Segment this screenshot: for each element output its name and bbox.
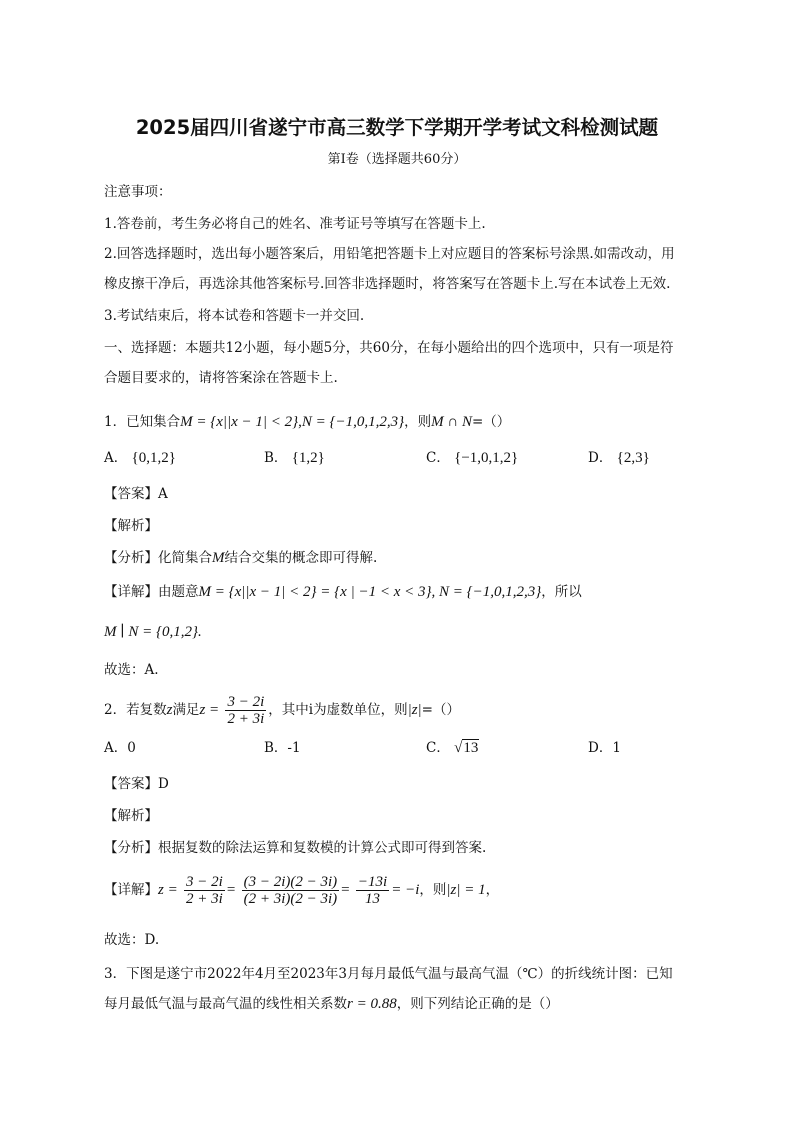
notice-item-3: 3.考试结束后，将本试卷和答题卡一并交回. — [104, 308, 365, 324]
notice-heading: 注意事项： — [104, 184, 172, 200]
q2-option-a: A．0 — [104, 740, 136, 756]
q3-line-2: 每月最低气温与最高气温的线性相关系数r = 0.88，则下列结论正确的是（） — [104, 996, 559, 1012]
set-n: N = {−1,0,1,2,3} — [301, 414, 405, 430]
section-heading-line-2: 合题目要求的，请将答案涂在答题卡上. — [104, 370, 338, 386]
notice-item-2a: 2.回答选择题时，选出每小题答案后，用铅笔把答题卡上对应题目的答案标号涂黑.如需改动，用 — [104, 246, 675, 262]
q1-option-d: D． {2,3} — [588, 450, 650, 466]
q2-option-c: C． √13 — [426, 740, 479, 756]
notice-item-2b: 橡皮擦干净后，再选涂其他答案标号.回答非选择题时，将答案写在答题卡上.写在本试卷上无效. — [104, 276, 671, 292]
set-m: M = {x||x − 1| < 2} — [180, 414, 299, 430]
q1-detail-result: M ∣ N = {0,1,2}. — [104, 624, 202, 640]
q1-option-c: C． {−1,0,1,2} — [426, 450, 519, 466]
q1-option-b: B． {1,2} — [264, 450, 325, 466]
q1-analysis-label: 【解析】 — [104, 518, 158, 534]
q2-detail: 【详解】z = $\frac{3 - 2i}{2 + 3i}$ = $\frac{(3 - 2i)(2 - 3i)}{(2 + 3i)(2 - 3i)}$ = $\frac{-13i}{13}$ = −i，则|z| = 1， — [104, 874, 500, 907]
q2-conclusion: 故选：D. — [104, 932, 160, 948]
q2-fraction: $\frac{3 - 2i}{2 + 3i}$ — [227, 694, 265, 727]
q3-line-1: 3．下图是遂宁市2022年4月至2023年3月每月最低气温与最高气温（℃）的折线统计图：已知 — [104, 966, 673, 982]
q2-option-b: B．-1 — [264, 740, 301, 756]
q1-conclusion: 故选：A. — [104, 662, 159, 678]
q2-analysis-label: 【解析】 — [104, 808, 158, 824]
q1-option-a: A． {0,1,2} — [104, 450, 176, 466]
q2-option-d: D．1 — [588, 740, 621, 756]
section-heading-line-1: 一、选择题：本题共12小题，每小题5分，共60分，在每小题给出的四个选项中，只有一项是符 — [104, 340, 674, 356]
notice-item-1: 1.答卷前，考生务必将自己的姓名、准考证号等填写在答题卡上. — [104, 216, 486, 232]
page-title: 2025届四川省遂宁市高三数学下学期开学考试文科检测试题 — [135, 116, 659, 139]
q2-answer: 【答案】D — [104, 776, 169, 792]
q1-fenxi: 【分析】化简集合M结合交集的概念即可得解. — [104, 550, 378, 566]
question-2-stem: 2．若复数z满足z = $\frac{3 - 2i}{2 + 3i}$ ，其中i为虚数单位，则|z|=（） — [104, 694, 460, 727]
q1-detail: 【详解】由题意M = {x||x − 1| < 2} = {x | −1 < x < 3}, N = {−1,0,1,2,3}，所以 — [104, 584, 582, 600]
q2-fenxi: 【分析】根据复数的除法运算和复数模的计算公式即可得到答案. — [104, 840, 487, 856]
q1-answer: 【答案】A — [104, 486, 168, 502]
page-subtitle: 第I卷（选择题共60分） — [327, 152, 467, 167]
question-1-stem: 1．已知集合M = {x||x − 1| < 2},N = {−1,0,1,2,3}，则M ∩ N=（） — [104, 414, 511, 430]
